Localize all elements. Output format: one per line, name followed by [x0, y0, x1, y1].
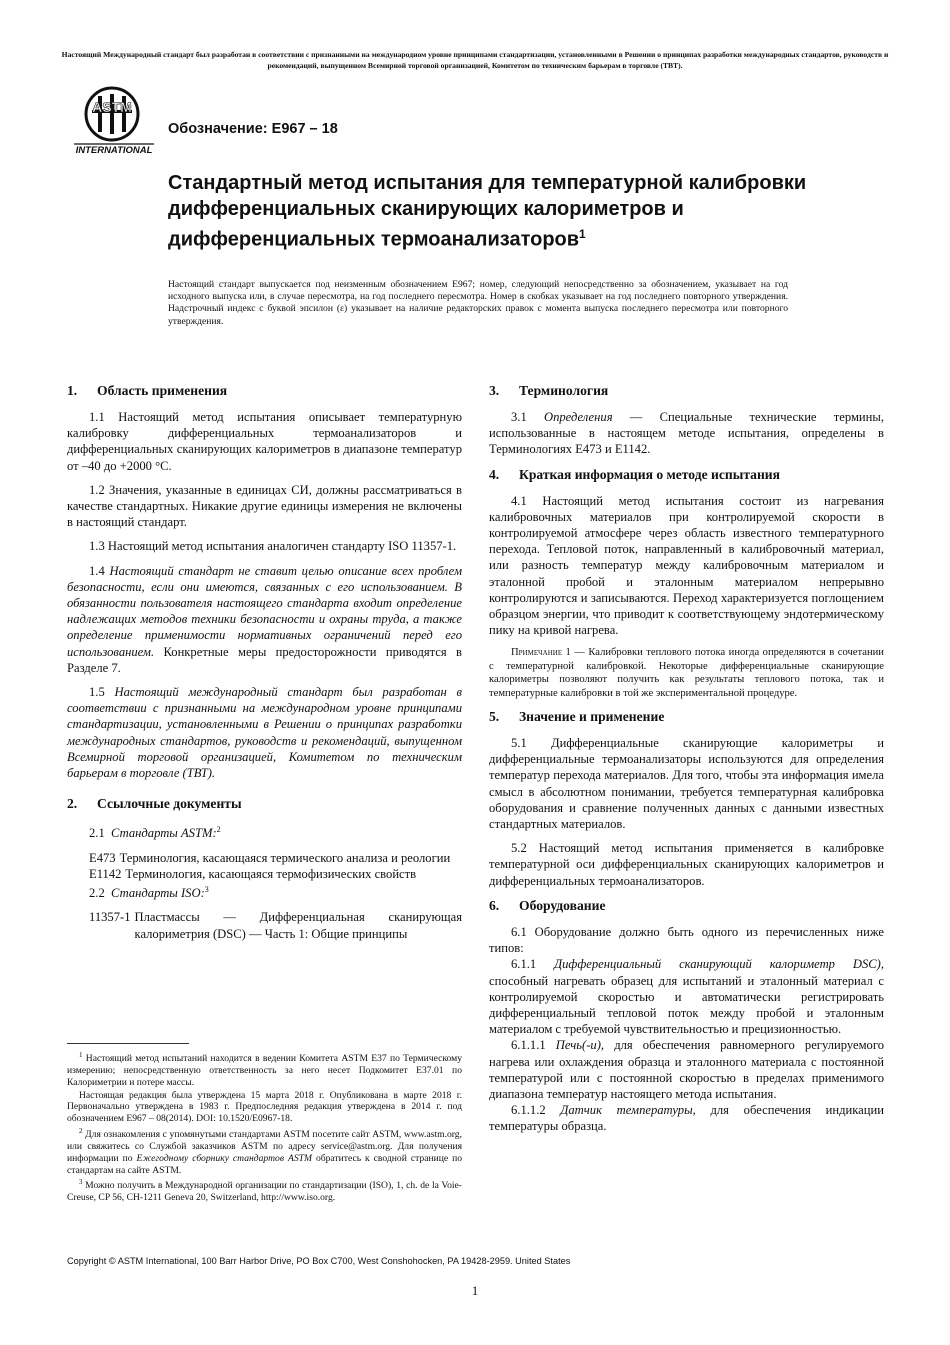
- paragraph-6-1: 6.1 Оборудование должно быть одного из перечисленных ниже типов:: [489, 924, 884, 956]
- designation: Обозначение: E967 – 18: [168, 121, 338, 137]
- paragraph-5-1: 5.1 Дифференциальные сканирующие калориметры и дифференциальные термоанализаторы используются для определения температур перехода материалов. Для того, чтобы эта информация имела смысл в абсолютном понимании, требуется температурная калибровка оборудования и сравнение полученных данных с данными известных стандартных материалов.: [489, 736, 884, 832]
- paragraph-1-3: 1.3 Настоящий метод испытания аналогичен стандарту ISO 11357-1.: [89, 539, 457, 554]
- logo-text-top: ASTM: [92, 99, 132, 115]
- paragraph-1-2: 1.2 Значения, указанные в единицах СИ, должны рассматриваться в качестве стандартных. Никакие другие единицы измерения не включены в настоящий стандарт.: [67, 482, 462, 530]
- left-column: [67, 382, 462, 942]
- section-5-heading: 5. Значение и применение: [489, 709, 665, 725]
- footnote-1b: Настоящая редакция была утверждена 15 марта 2018 г. Опубликована в марте 2018 г. Первоначально утверждена в 1983 г. Предпоследняя редакция утверждена в 2014 г. под обозначением E967 – 08(2014). DOI: 10.1520/E0967-18.: [67, 1089, 462, 1125]
- paragraph-6-1-1: 6.1.1 Дифференциальный сканирующий калориметр DSC), способный нагревать образец для испытаний и эталонный материал с контролируемой скоростью и автоматически регистрировать дифференциальный тепловой поток между пробой и эталонным материалом с требуемой чувствительностью и прецизионностью.: [489, 957, 884, 1037]
- footnote-2: $^2$ Для ознакомления с упомянутыми стандартами ASTM посетите сайт ASTM, www.astm.org, или свяжитесь со Службой заказчиков ASTM по адресу service@astm.org. Для получения информации по Ежегодному сборнику стандартов ASTM обратитесь к сводной странице по стандартам на сайте ASTM.: [67, 1126, 463, 1176]
- title-footnote-mark: 1: [579, 227, 586, 241]
- footnote-divider: [67, 1043, 189, 1044]
- copyright: Copyright © ASTM International, 100 Barr Harbor Drive, PO Box C700, West Conshohocken, PA 19428-2959. United States: [67, 1256, 571, 1266]
- footnote-3: $^3$ Можно получить в Международной организации по стандартизации (ISO), 1, ch. de la Voie-Creuse, CP 56, CH-1211 Geneva 20, Switzerland, http://www.iso.org.: [67, 1178, 462, 1204]
- section-2-heading: 2. Ссылочные документы: [67, 796, 242, 812]
- ref-e1142: E1142 Терминология, касающаяся термофизических свойств: [89, 866, 417, 881]
- issue-note: Настоящий стандарт выпускается под неизменным обозначением E967; номер, следующий непосредственно за обозначением, указывает на год исходного выпуска или, в случае пересмотра, на год последнего пересмотра. Номер в скобках указывает на год последнего повторного утверждения. Надстрочный индекс с буквой эпсилон (ε) указывает на наличие редакторских правок с момента выпуска последнего пересмотра или повторного утверждения.: [168, 279, 788, 327]
- section-6-heading: 6. Оборудование: [489, 897, 606, 913]
- page-title: [168, 171, 808, 253]
- ref-iso-standards: 2.2 Стандарты ISO:$^3$: [89, 885, 209, 901]
- ref-iso-11357-1: 11357-1 Пластмассы — Дифференциальная сканирующая калориметрия (DSC) — Часть 1: Общие принципы: [89, 910, 462, 941]
- paragraph-3-1: 3.1 Определения — Специальные технические термины, использованные в настоящем методе испытания, определены в Терминологиях E473 и E1142.: [489, 410, 884, 457]
- section-4-heading: 4. Краткая информация о методе испытания: [489, 466, 780, 482]
- logo-text-bottom: INTERNATIONAL: [75, 145, 153, 156]
- paragraph-6-1-1-1: 6.1.1.1 Печь(-и), для обеспечения равномерного регулируемого нагрева или охлаждения образца и эталонного материала с постоянной температурой или с постоянной скоростью в пределах применимого диапазона температур настоящего метода испытания.: [489, 1038, 885, 1101]
- note-1: Примечание 1 — Калибровки теплового потока иногда определяются в сочетании с температурной калибровкой. Некоторые дифференциальные сканирующие калориметры позволяют получить как результаты теплового потока, так и температурные калибровки в той же экспериментальной процедуре.: [489, 647, 884, 699]
- page-number: 1: [471, 1284, 479, 1298]
- paragraph-5-2: 5.2 Настоящий метод испытания применяется в калибровке температурной оси дифференциальных сканирующих калориметров и дифференциальных термоанализаторов.: [489, 841, 884, 888]
- title-text: Стандартный метод испытания для температурной калибровки дифференциальных сканирующих калориметров и дифференциальных термоанализаторов: [168, 172, 807, 251]
- astm-logo: [72, 86, 156, 156]
- astm-logo-icon: [72, 86, 156, 156]
- ref-astm-standards: 2.1 Стандарты ASTM:$^2$: [89, 825, 221, 841]
- footnotes: [67, 1050, 462, 1205]
- paragraph-1-4: 1.4 Настоящий стандарт не ставит целью описание всех проблем безопасности, если они имеются, связанных с его использованием. В обязанности пользователя настоящего стандарта входит определение надлежащих методов техники безопасности и охраны труда, а также определение применимости нормативных ограничений перед его использованием. Конкретные меры предосторожности приводятся в Разделе 7.: [67, 563, 462, 675]
- right-column: [489, 382, 884, 1135]
- top-notice: Настоящий Международный стандарт был разработан в соответствии с признанными на международном уровне принципами стандартизации, установленными в Решении о принципах разработки международных стандартов, руководств и рекомендаций, выпущенном Всемирной торговой организацией, Комитетом по техническим барьерам в торговле (ТВТ).: [61, 50, 889, 70]
- footnote-1: $^1$ Настоящий метод испытаний находится в ведении Комитета ASTM E37 по Термическому измерению; непосредственную ответственность за него несет Подкомитет E37.01 по Калориметрии и потере массы.: [67, 1051, 462, 1088]
- ref-e473: E473 Терминология, касающаяся термического анализа и реологии: [89, 850, 451, 865]
- section-3-heading: 3. Терминология: [489, 383, 609, 398]
- paragraph-1-1: 1.1 Настоящий метод испытания описывает температурную калибровку дифференциальных термоанализаторов и дифференциальных сканирующих калориметров в диапазоне температур от –40 до +2000 °C.: [67, 410, 462, 473]
- paragraph-1-5: 1.5 Настоящий международный стандарт был разработан в соответствии с признанными на международном уровне принципами стандартизации, установленными в Решении о принципах разработки международных стандартов, руководств и рекомендаций, выпущенном Всемирной торговой организацией, Комитетом по техническим барьерам в торговле (ТВТ).: [67, 685, 462, 781]
- paragraph-4-1: 4.1 Настоящий метод испытания состоит из нагревания калибровочных материалов при контролируемой скорости в контролируемой атмосфере через область известного температурного перехода. Тепловой поток, направленный в калибровочный материал, или разность температур между калибровочным материалом и эталонной пробой и эталонным материалом непрерывно контролируются и записываются. Переход характеризуется поглощением образцом энергии, что приводит к соответствующему эндотермическому пику на кривой нагрева.: [489, 493, 884, 638]
- section-1-heading: 1. Область применения: [67, 383, 228, 398]
- paragraph-6-1-1-2: 6.1.1.2 Датчик температуры, для обеспечения индикации температуры образца.: [489, 1103, 884, 1134]
